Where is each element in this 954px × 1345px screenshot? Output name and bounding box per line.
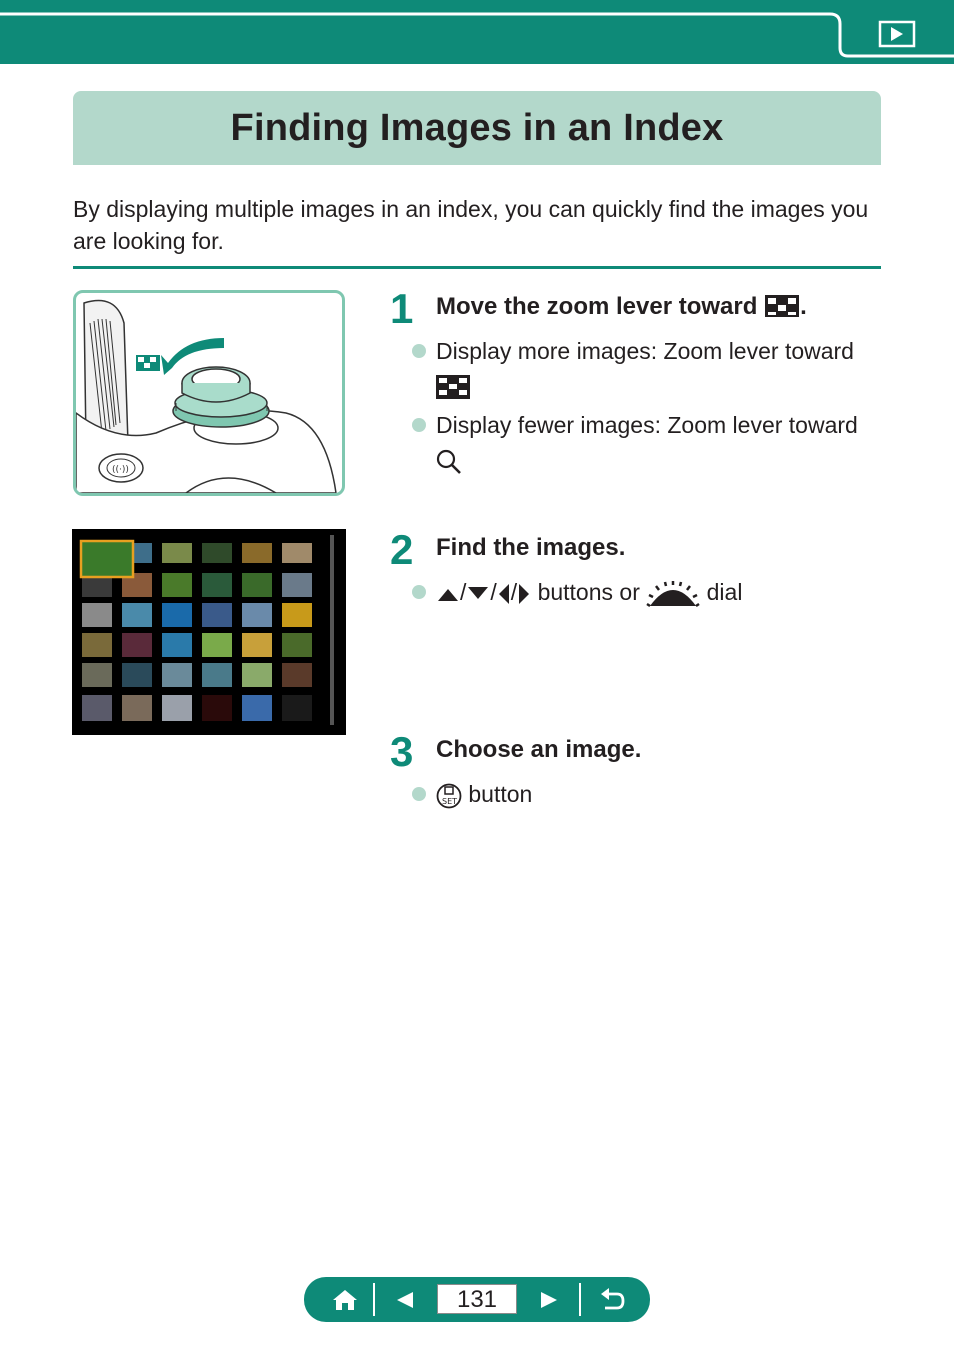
bullet xyxy=(412,418,426,432)
step-title: Move the zoom lever toward . xyxy=(436,293,807,320)
page-title: Finding Images in an Index xyxy=(230,106,724,149)
back-button[interactable] xyxy=(588,1277,638,1322)
step-title: Choose an image. xyxy=(436,736,642,763)
page-number: 131 xyxy=(437,1284,517,1314)
section-divider xyxy=(73,266,881,269)
svg-text:SET: SET xyxy=(442,796,458,806)
right-arrow-icon xyxy=(517,582,531,606)
next-arrow-icon xyxy=(539,1290,559,1310)
page-navigation xyxy=(304,1277,650,1322)
return-icon xyxy=(599,1288,627,1312)
down-arrow-icon xyxy=(466,585,490,603)
bullet xyxy=(412,344,426,358)
home-button[interactable] xyxy=(320,1277,370,1322)
step-number: 2 xyxy=(390,526,414,573)
index-icon xyxy=(436,374,470,400)
magnify-icon xyxy=(436,449,462,475)
step-title: Find the images. xyxy=(436,534,626,561)
index-icon xyxy=(764,293,800,319)
bullet-text: Display more images: Zoom lever toward xyxy=(436,338,854,364)
prev-page-button[interactable] xyxy=(386,1277,424,1322)
svg-text:((·)): ((·)) xyxy=(112,465,129,475)
bullet-text: SET button xyxy=(436,781,532,809)
bullet-text: / / / buttons or dial xyxy=(436,579,742,608)
home-icon xyxy=(331,1288,359,1312)
next-page-button[interactable] xyxy=(530,1277,568,1322)
title-banner xyxy=(73,91,881,165)
bullet xyxy=(412,787,426,801)
bullet xyxy=(412,585,426,599)
step-number: 1 xyxy=(390,285,414,332)
left-arrow-icon xyxy=(497,582,511,606)
header-bar xyxy=(0,0,954,64)
intro-text: By displaying multiple images in an index, you can quickly find the images you are looking for. xyxy=(73,196,869,254)
index-icon xyxy=(136,355,160,371)
bullet-text: Display fewer images: Zoom lever toward xyxy=(436,412,858,438)
control-dial-icon xyxy=(646,580,700,608)
index-display-screen xyxy=(72,529,346,735)
step-number: 3 xyxy=(390,728,414,775)
func-set-icon xyxy=(436,783,462,809)
prev-arrow-icon xyxy=(395,1290,415,1310)
camera-zoom-lever-illustration xyxy=(73,290,345,496)
up-arrow-icon xyxy=(436,585,460,603)
